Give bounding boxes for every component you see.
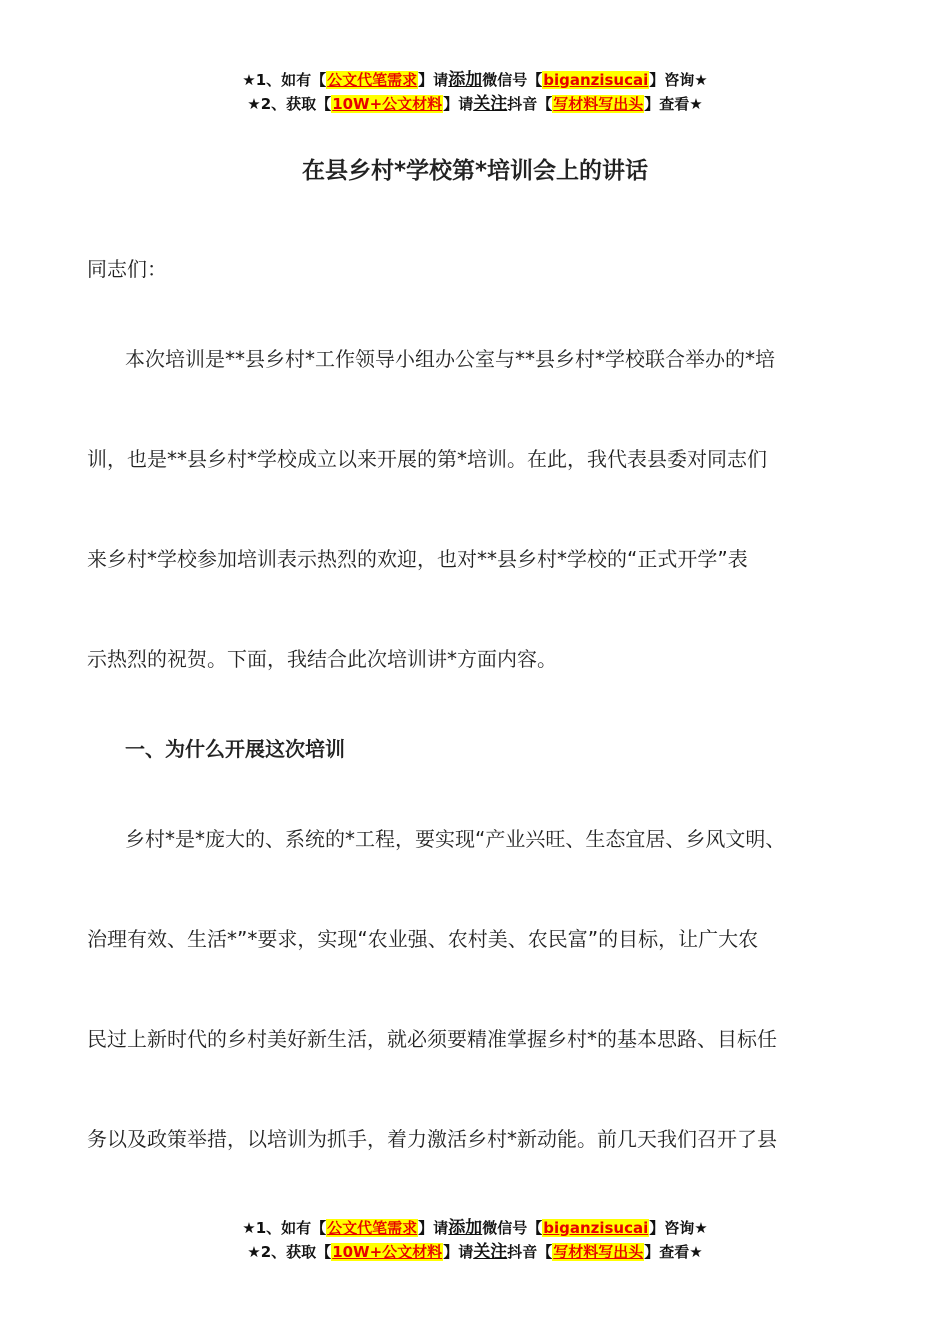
banner-text: 】咨询★ xyxy=(649,1219,708,1237)
paragraph-line: 民过上新时代的乡村美好新生活，就必须要精准掌握乡村*的基本思路、目标任 xyxy=(87,1027,777,1051)
salutation: 同志们： xyxy=(87,257,167,281)
banner-text: ★2、获取【 xyxy=(247,95,332,113)
footer-banner xyxy=(0,1216,950,1264)
banner-emphasis: 关注 xyxy=(473,94,508,114)
banner-highlight: 写材料写出头 xyxy=(553,95,644,113)
banner-text: ★2、获取【 xyxy=(247,1243,332,1261)
banner-line-1 xyxy=(0,1216,950,1240)
banner-highlight: 10W+公文材料 xyxy=(332,1243,443,1261)
banner-text: 】请 xyxy=(443,95,474,113)
banner-highlight: 公文代笔需求 xyxy=(327,1219,418,1237)
banner-highlight: 写材料写出头 xyxy=(553,1243,644,1261)
paragraph-line: 本次培训是**县乡村*工作领导小组办公室与**县乡村*学校联合举办的*培 xyxy=(125,347,775,371)
banner-text: 微信号【 xyxy=(482,1219,543,1237)
banner-emphasis: 添加 xyxy=(448,70,483,90)
banner-text: ★1、如有【 xyxy=(242,1219,327,1237)
banner-text: 抖音【 xyxy=(507,1243,553,1261)
banner-line-2 xyxy=(0,92,950,116)
banner-highlight: biganzisucai xyxy=(543,1219,649,1237)
banner-text: ★1、如有【 xyxy=(242,71,327,89)
paragraph-line: 治理有效、生活*”*要求，实现“农业强、农村美、农民富”的目标，让广大农 xyxy=(87,927,759,951)
paragraph-line: 乡村*是*庞大的、系统的*工程，要实现“产业兴旺、生态宜居、乡风文明、 xyxy=(125,827,786,851)
banner-line-1 xyxy=(0,68,950,92)
banner-emphasis: 添加 xyxy=(448,1218,483,1238)
banner-highlight: 10W+公文材料 xyxy=(332,95,443,113)
paragraph-line: 训，也是**县乡村*学校成立以来开展的第*培训。在此，我代表县委对同志们 xyxy=(87,447,767,471)
section-heading: 一、为什么开展这次培训 xyxy=(125,737,345,761)
banner-text: 微信号【 xyxy=(482,71,543,89)
banner-text: 】请 xyxy=(443,1243,474,1261)
header-banner xyxy=(0,68,950,116)
banner-text: 】查看★ xyxy=(644,1243,703,1261)
banner-highlight: biganzisucai xyxy=(543,71,649,89)
banner-text: 】咨询★ xyxy=(649,71,708,89)
banner-text: 】请 xyxy=(418,1219,449,1237)
paragraph-line: 示热烈的祝贺。下面，我结合此次培训讲*方面内容。 xyxy=(87,647,557,671)
paragraph-line: 来乡村*学校参加培训表示热烈的欢迎，也对**县乡村*学校的“正式开学”表 xyxy=(87,547,748,571)
banner-highlight: 公文代笔需求 xyxy=(327,71,418,89)
banner-text: 】查看★ xyxy=(644,95,703,113)
document-title: 在县乡村*学校第*培训会上的讲话 xyxy=(301,158,649,184)
banner-text: 抖音【 xyxy=(507,95,553,113)
paragraph-line: 务以及政策举措，以培训为抓手，着力激活乡村*新动能。前几天我们召开了县 xyxy=(87,1127,777,1151)
banner-line-2 xyxy=(0,1240,950,1264)
banner-emphasis: 关注 xyxy=(473,1242,508,1262)
banner-text: 】请 xyxy=(418,71,449,89)
